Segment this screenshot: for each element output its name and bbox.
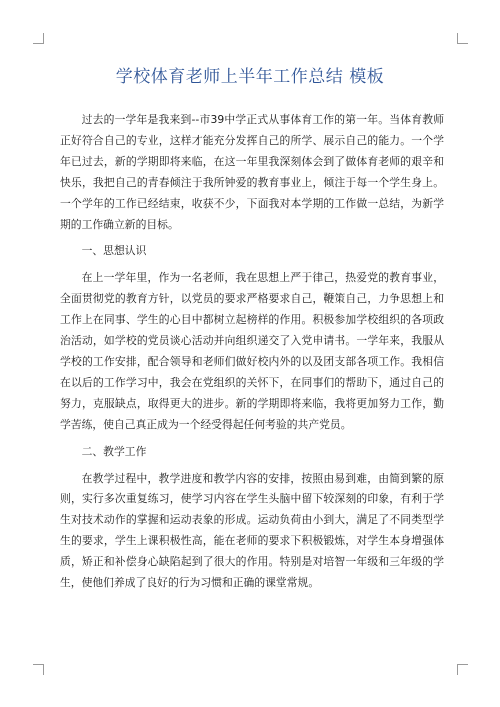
crop-mark-top-right [457,33,468,44]
section-paragraph-teaching: 在教学过程中，教学进度和教学内容的安排，按照由易到难，由简到繁的原则，实行多次重复练习，使学习内容在学生头脑中留下较深刻的印象，有利于学生对技术动作的掌握和运动表象的形成。运动负荷由小到大，满足了不同类型学生的要求，学生上课积极性高，能在老师的要求下积极锻炼，对学生本身增强体质，矫正和补偿身心缺陷起到了很大的作用。特别是对培智一年级和三年级的学生，使他们养成了良好的行为习惯和正确的课堂常规。 [60,471,444,590]
crop-mark-bottom-left [33,664,44,675]
document-body [60,110,444,594]
section-heading-thought: 一、思想认识 [81,244,147,258]
crop-mark-top-left [33,33,44,44]
document-title: 学校体育老师上半年工作总结 模板 [115,67,385,87]
crop-mark-bottom-right [457,664,468,675]
section-paragraph-thought: 在上一学年里，作为一名老师，我在思想上严于律己，热爱党的教育事业，全面贯彻党的教育方针，以党员的要求严格要求自己，鞭策自己，力争思想上和工作上在同事、学生的心目中都树立起榜样的作用。积极参加学校组织的各项政治活动，如学校的党员谈心活动并向组织递交了入党申请书。一学年来，我服从学校的工作安排，配合领导和老师们做好校内外的以及团支部各项工作。我相信在以后的工作学习中，我会在党组织的关怀下，在同事们的帮助下，通过自己的努力，克服缺点，取得更大的进步。新的学期即将来临，我将更加努力工作，勤学苦练，使自己真正成为一个经受得起任何考验的共产党员。 [60,271,444,431]
intro-paragraph: 过去的一学年是我来到--市39中学正式从事体育工作的第一年。当体育教师正好符合自己的专业，这样才能充分发挥自己的所学、展示自己的能力。一个学年已过去，新的学期即将来临，在这一年里我深刻体会到了做体育老师的艰辛和快乐，我把自己的青春倾注于我所钟爱的教育事业上，倾注于每一个学生身上。一个学年的工作已经结束，收获不少，下面我对本学期的工作做一总结，为新学期的工作确立新的目标。 [60,113,444,231]
section-heading-teaching: 二、教学工作 [81,444,147,458]
